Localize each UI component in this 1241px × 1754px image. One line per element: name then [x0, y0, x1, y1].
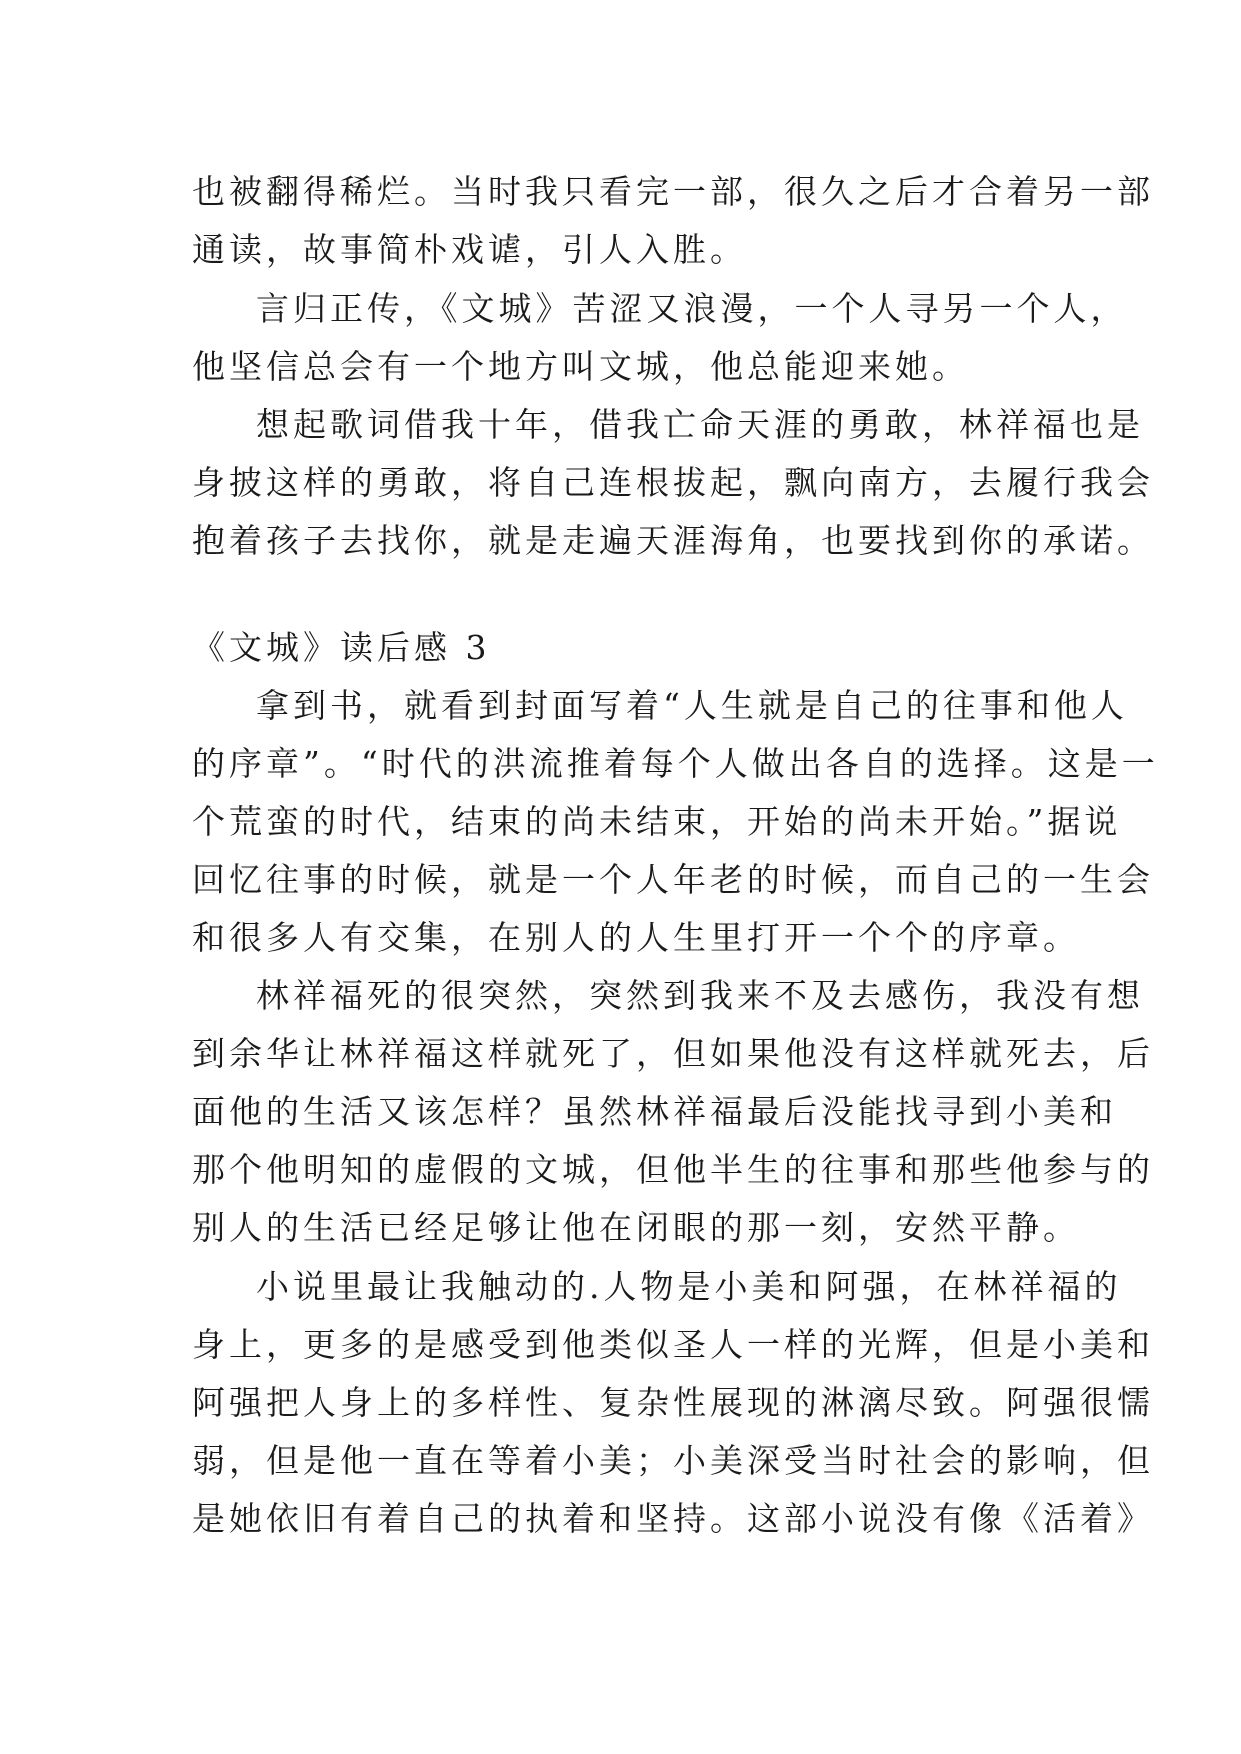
text-line: 的序章”。“时代的洪流推着每个人做出各自的选择。这是一: [192, 744, 1159, 783]
text-line: 通读，故事简朴戏谑，引人入胜。: [192, 230, 747, 269]
text-line: 别人的生活已经足够让他在闭眼的那一刻，安然平静。: [192, 1208, 1080, 1247]
text-line: 阿强把人身上的多样性、复杂性展现的淋漓尽致。阿强很懦: [192, 1383, 1154, 1422]
text-line: 他坚信总会有一个地方叫文城，他总能迎来她。: [192, 347, 969, 386]
paragraph-start-line: 林祥福死的很突然，突然到我来不及去感伤，我没有想: [256, 976, 1144, 1015]
paragraph-start-line: 拿到书，就看到封面写着“人生就是自己的往事和他人: [256, 686, 1128, 725]
text-line: 和很多人有交集，在别人的人生里打开一个个的序章。: [192, 918, 1080, 957]
text-line: 弱，但是他一直在等着小美；小美深受当时社会的影响，但: [192, 1441, 1154, 1480]
text-line: 那个他明知的虚假的文城，但他半生的往事和那些他参与的: [192, 1150, 1154, 1189]
text-line: 抱着孩子去找你，就是走遍天涯海角，也要找到你的承诺。: [192, 521, 1154, 560]
text-line: 是她依旧有着自己的执着和坚持。这部小说没有像《活着》: [192, 1499, 1154, 1538]
paragraph-start-line: 想起歌词借我十年，借我亡命天涯的勇敢，林祥福也是: [256, 405, 1144, 444]
text-line: 身上，更多的是感受到他类似圣人一样的光辉，但是小美和: [192, 1325, 1154, 1364]
text-line: 到余华让林祥福这样就死了，但如果他没有这样就死去，后: [192, 1034, 1154, 1073]
paragraph-start-line: 小说里最让我触动的.人物是小美和阿强，在林祥福的: [256, 1267, 1122, 1306]
text-line: 个荒蛮的时代，结束的尚未结束，开始的尚未开始。”据说: [192, 802, 1122, 841]
text-line: 面他的生活又该怎样？虽然林祥福最后没能找寻到小美和: [192, 1092, 1117, 1131]
text-line: 回忆往事的时候，就是一个人年老的时候，而自己的一生会: [192, 860, 1154, 899]
paragraph-start-line: 言归正传，《文城》苦涩又浪漫，一个人寻另一个人，: [256, 289, 1128, 328]
text-line: 也被翻得稀烂。当时我只看完一部，很久之后才合着另一部: [192, 172, 1154, 211]
section-heading: 《文城》读后感 3: [192, 628, 491, 667]
text-line: 身披这样的勇敢，将自己连根拔起，飘向南方，去履行我会: [192, 463, 1154, 502]
